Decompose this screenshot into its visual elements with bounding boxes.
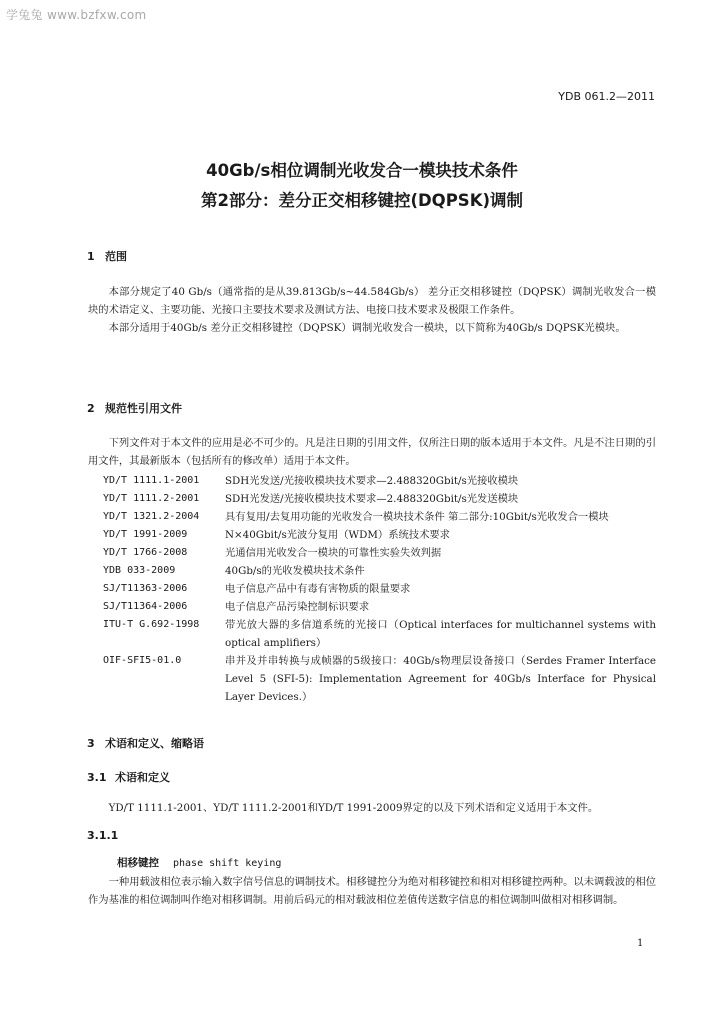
reference-title: N×40Gbit/s光波分复用（WDM）系统技术要求 bbox=[225, 529, 450, 541]
paragraph: 本部分适用于40Gb/s 差分正交相移键控（DQPSK）调制光收发合一模块，以下简称为40Gb/s DQPSK光模块。 bbox=[108, 322, 626, 334]
reference-item bbox=[103, 544, 656, 562]
reference-item bbox=[103, 472, 656, 490]
reference-item bbox=[103, 562, 656, 580]
reference-item bbox=[103, 652, 656, 706]
section-3-1-heading bbox=[87, 769, 170, 785]
document-title-line1: 40Gb/s相位调制光收发合一模块技术条件 bbox=[206, 161, 518, 180]
reference-code: SJ/T11364-2006 bbox=[103, 601, 188, 612]
section-2-heading bbox=[87, 400, 182, 416]
section-1-body bbox=[88, 283, 656, 337]
section-number: 1 bbox=[87, 250, 95, 263]
paragraph: 一种用载波相位表示输入数字信号信息的调制技术。相移键控分为绝对相移键控和相对相移键控两种。以未调载波的相位作为基准的相位调制叫作绝对相移调制。用前后码元的相对载波相位差值传送数字信息的相位调制叫做相对相移调制。 bbox=[88, 876, 656, 906]
document-title-line2: 第2部分：差分正交相移键控(DQPSK)调制 bbox=[200, 191, 524, 210]
reference-item bbox=[103, 526, 656, 544]
section-number: 3 bbox=[87, 737, 95, 750]
reference-item bbox=[103, 508, 656, 526]
paragraph: 下列文件对于本文件的应用是必不可少的。凡是注日期的引用文件，仅所注日期的版本适用于本文件。凡是不注日期的引用文件，其最新版本（包括所有的修改单）适用于本文件。 bbox=[88, 437, 656, 467]
reference-code: YD/T 1111.1-2001 bbox=[103, 475, 200, 486]
reference-title: SDH光发送/光接收模块技术要求—2.488320Gbit/s光接收模块 bbox=[225, 475, 519, 487]
reference-code: YDB 033-2009 bbox=[103, 565, 176, 576]
reference-item bbox=[103, 490, 656, 508]
reference-item bbox=[103, 616, 656, 652]
reference-code: YD/T 1766-2008 bbox=[103, 547, 188, 558]
reference-code: YD/T 1111.2-2001 bbox=[103, 493, 200, 504]
term-definition bbox=[88, 873, 656, 909]
reference-code: SJ/T11363-2006 bbox=[103, 583, 188, 594]
reference-item bbox=[103, 580, 656, 598]
reference-title: 40Gb/s的光收发模块技术条件 bbox=[225, 565, 365, 577]
paragraph: 本部分规定了40 Gb/s（通常指的是从39.813Gb/s~44.584Gb/s） 差分正交相移键控（DQPSK）调制光收发合一模块的术语定义、主要功能、光接口主要技术要求及测试方法、电接口技术要求及极限工作条件。 bbox=[88, 286, 656, 316]
normative-references-list bbox=[103, 472, 656, 706]
reference-title: 电子信息产品中有毒有害物质的限量要求 bbox=[225, 583, 411, 595]
reference-code: OIF-SFI5-01.0 bbox=[103, 655, 182, 666]
section-title: 术语和定义 bbox=[115, 771, 170, 784]
watermark: 学兔兔 www.bzfxw.com bbox=[6, 8, 147, 22]
page-number: 1 bbox=[637, 938, 644, 949]
section-number: 2 bbox=[87, 402, 95, 415]
section-2-intro bbox=[88, 434, 656, 470]
reference-title: 带光放大器的多信道系统的光接口（Optical interfaces for multichannel systems with optical amplifiers） bbox=[225, 619, 656, 649]
term-english: phase shift keying bbox=[173, 858, 282, 869]
reference-title: 电子信息产品污染控制标识要求 bbox=[225, 601, 370, 613]
section-3-heading bbox=[87, 735, 204, 751]
reference-title: 串并及并串转换与成帧器的5级接口：40Gb/s物理层设备接口（Serdes Framer Interface Level 5 (SFI-5): Implementation Agreement for 40Gb/s Interface for Physical Layer Devices.） bbox=[225, 655, 656, 703]
reference-code: ITU-T G.692-1998 bbox=[103, 619, 200, 630]
reference-code: YD/T 1991-2009 bbox=[103, 529, 188, 540]
term-chinese: 相移键控 bbox=[117, 857, 159, 869]
section-1-heading bbox=[87, 248, 127, 264]
reference-title: 具有复用/去复用功能的光收发合一模块技术条件 第二部分:10Gbit/s光收发合一模块 bbox=[225, 511, 609, 523]
section-3-1-body bbox=[88, 799, 656, 817]
reference-item bbox=[103, 598, 656, 616]
section-title: 术语和定义、缩略语 bbox=[105, 737, 204, 750]
paragraph: YD/T 1111.1-2001、YD/T 1111.2-2001和YD/T 1991-2009界定的以及下列术语和定义适用于本文件。 bbox=[108, 802, 599, 814]
reference-title: SDH光发送/光接收模块技术要求—2.488320Gbit/s光发送模块 bbox=[225, 493, 519, 505]
section-3-1-1-number: 3.1.1 bbox=[87, 829, 119, 842]
reference-code: YD/T 1321.2-2004 bbox=[103, 511, 200, 522]
section-number: 3.1 bbox=[87, 771, 107, 784]
standard-number: YDB 061.2—2011 bbox=[558, 90, 655, 103]
term-entry bbox=[117, 855, 281, 870]
reference-title: 光通信用光收发合一模块的可靠性实验失效判据 bbox=[225, 547, 442, 559]
section-title: 范围 bbox=[105, 250, 127, 263]
section-title: 规范性引用文件 bbox=[105, 402, 182, 415]
